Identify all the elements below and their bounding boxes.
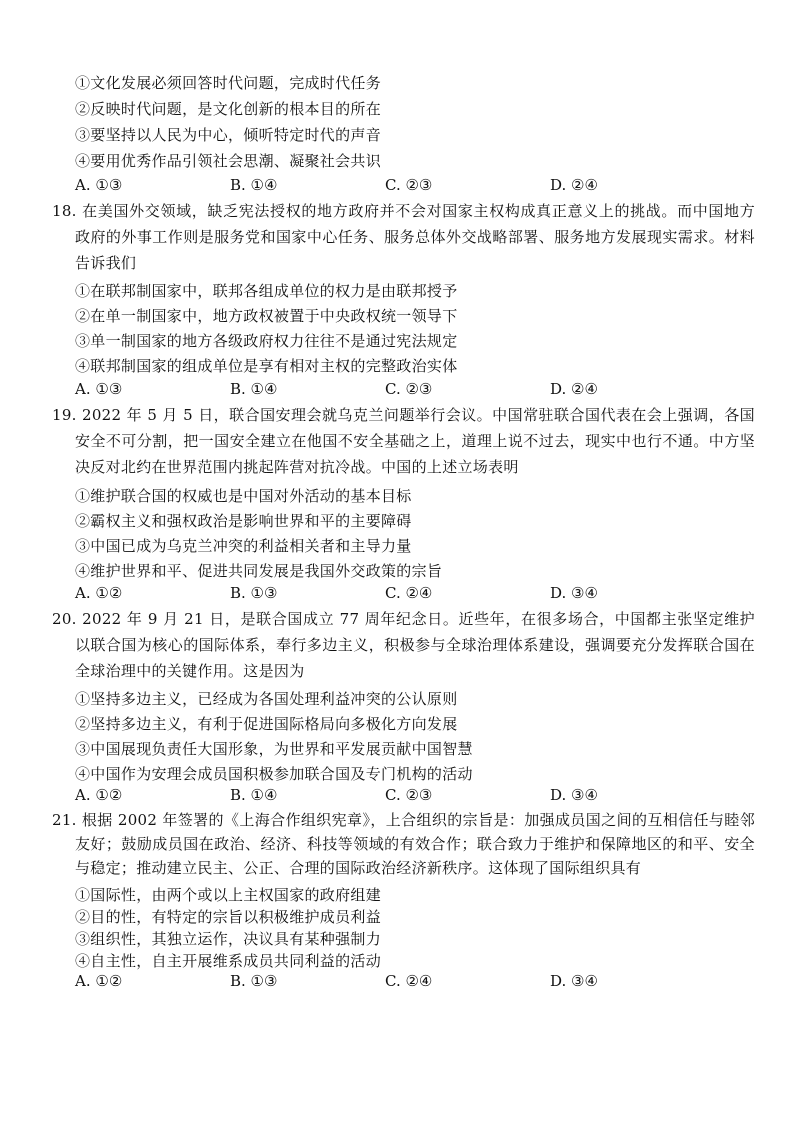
choice-a: A. ①②: [75, 584, 123, 602]
q18-option-4: ④联邦制国家的组成单位是享有相对主权的完整政治实体: [75, 357, 458, 375]
choice-b: B. ①③: [230, 584, 278, 602]
choice-d: D. ③④: [550, 786, 598, 804]
q18-stem: 18. 在美国外交领域，缺乏宪法授权的地方政府并不会对国家主权构成真正意义上的挑战。而中国地方政府的外事工作则是服务党和国家中心任务、服务总体外交战略部署、服务地方发展现实需求。材料告诉我们: [52, 202, 755, 272]
choice-a: A. ①③: [75, 176, 123, 194]
choice-b: B. ①④: [230, 380, 278, 398]
q17-option-2: ②反映时代问题，是文化创新的根本目的所在: [75, 100, 382, 118]
choice-b: B. ①④: [230, 786, 278, 804]
choice-a: A. ①③: [75, 380, 123, 398]
q20-option-4: ④中国作为安理会成员国积极参加联合国及专门机构的活动: [75, 765, 473, 783]
choice-d: D. ②④: [550, 380, 598, 398]
choice-d: D. ③④: [550, 584, 598, 602]
q21-choices: [75, 972, 755, 994]
q19-stem: 19. 2022 年 5 月 5 日，联合国安理会就乌克兰问题举行会议。中国常驻联合国代表在会上强调，各国安全不可分割，把一国安全建立在他国不安全基础之上，道理上说不过去，现实中也行不通。中方坚决反对北约在世界范围内挑起阵营对抗冷战。中国的上述立场表明: [52, 406, 755, 476]
q21-option-3: ③组织性，其独立运作，决议具有某种强制力: [75, 930, 382, 948]
choice-c: C. ②③: [385, 380, 433, 398]
q19-option-2: ②霸权主义和强权政治是影响世界和平的主要障碍: [75, 512, 412, 530]
q17-choices: [75, 176, 755, 198]
q21-option-1: ①国际性，由两个或以上主权国家的政府组建: [75, 886, 382, 904]
q20-stem: 20. 2022 年 9 月 21 日，是联合国成立 77 周年纪念日。近些年，在很多场合，中国都主张坚定维护以联合国为核心的国际体系，奉行多边主义，积极参与全球治理体系建设，强调要充分发挥联合国在全球治理中的关键作用。这是因为: [52, 610, 755, 680]
choice-c: C. ②③: [385, 176, 433, 194]
q17-option-1: ①文化发展必须回答时代问题，完成时代任务: [75, 74, 382, 92]
q20-choices: [75, 786, 755, 808]
choice-d: D. ③④: [550, 972, 598, 990]
q18-option-1: ①在联邦制国家中，联邦各组成单位的权力是由联邦授予: [75, 282, 458, 300]
choice-c: C. ②④: [385, 584, 433, 602]
q19-choices: [75, 584, 755, 606]
q20-option-2: ②坚持多边主义，有利于促进国际格局向多极化方向发展: [75, 715, 458, 733]
choice-c: C. ②③: [385, 786, 433, 804]
q20-option-3: ③中国展现负责任大国形象，为世界和平发展贡献中国智慧: [75, 740, 473, 758]
choice-b: B. ①③: [230, 972, 278, 990]
q21-stem: 21. 根据 2002 年签署的《上海合作组织宪章》，上合组织的宗旨是：加强成员国之间的互相信任与睦邻友好；鼓励成员国在政治、经济、科技等领域的有效合作；联合致力于维护和保障地区的和平、安全与稳定；推动建立民主、公正、合理的国际政治经济新秩序。这体现了国际组织具有: [52, 811, 755, 877]
choice-d: D. ②④: [550, 176, 598, 194]
q18-option-3: ③单一制国家的地方各级政府权力往往不是通过宪法规定: [75, 332, 458, 350]
q17-option-3: ③要坚持以人民为中心，倾听特定时代的声音: [75, 126, 382, 144]
choice-c: C. ②④: [385, 972, 433, 990]
q21-option-4: ④自主性，自主开展维系成员共同利益的活动: [75, 952, 382, 970]
q19-option-1: ①维护联合国的权威也是中国对外活动的基本目标: [75, 487, 412, 505]
q18-option-2: ②在单一制国家中，地方政权被置于中央政权统一领导下: [75, 307, 458, 325]
choice-a: A. ①②: [75, 972, 123, 990]
choice-a: A. ①②: [75, 786, 123, 804]
choice-b: B. ①④: [230, 176, 278, 194]
q19-option-4: ④维护世界和平、促进共同发展是我国外交政策的宗旨: [75, 562, 443, 580]
q20-option-1: ①坚持多边主义，已经成为各国处理利益冲突的公认原则: [75, 690, 458, 708]
q21-option-2: ②目的性，有特定的宗旨以积极维护成员利益: [75, 908, 382, 926]
q19-option-3: ③中国已成为乌克兰冲突的利益相关者和主导力量: [75, 537, 412, 555]
q18-choices: [75, 380, 755, 402]
q17-option-4: ④要用优秀作品引领社会思潮、凝聚社会共识: [75, 152, 382, 170]
